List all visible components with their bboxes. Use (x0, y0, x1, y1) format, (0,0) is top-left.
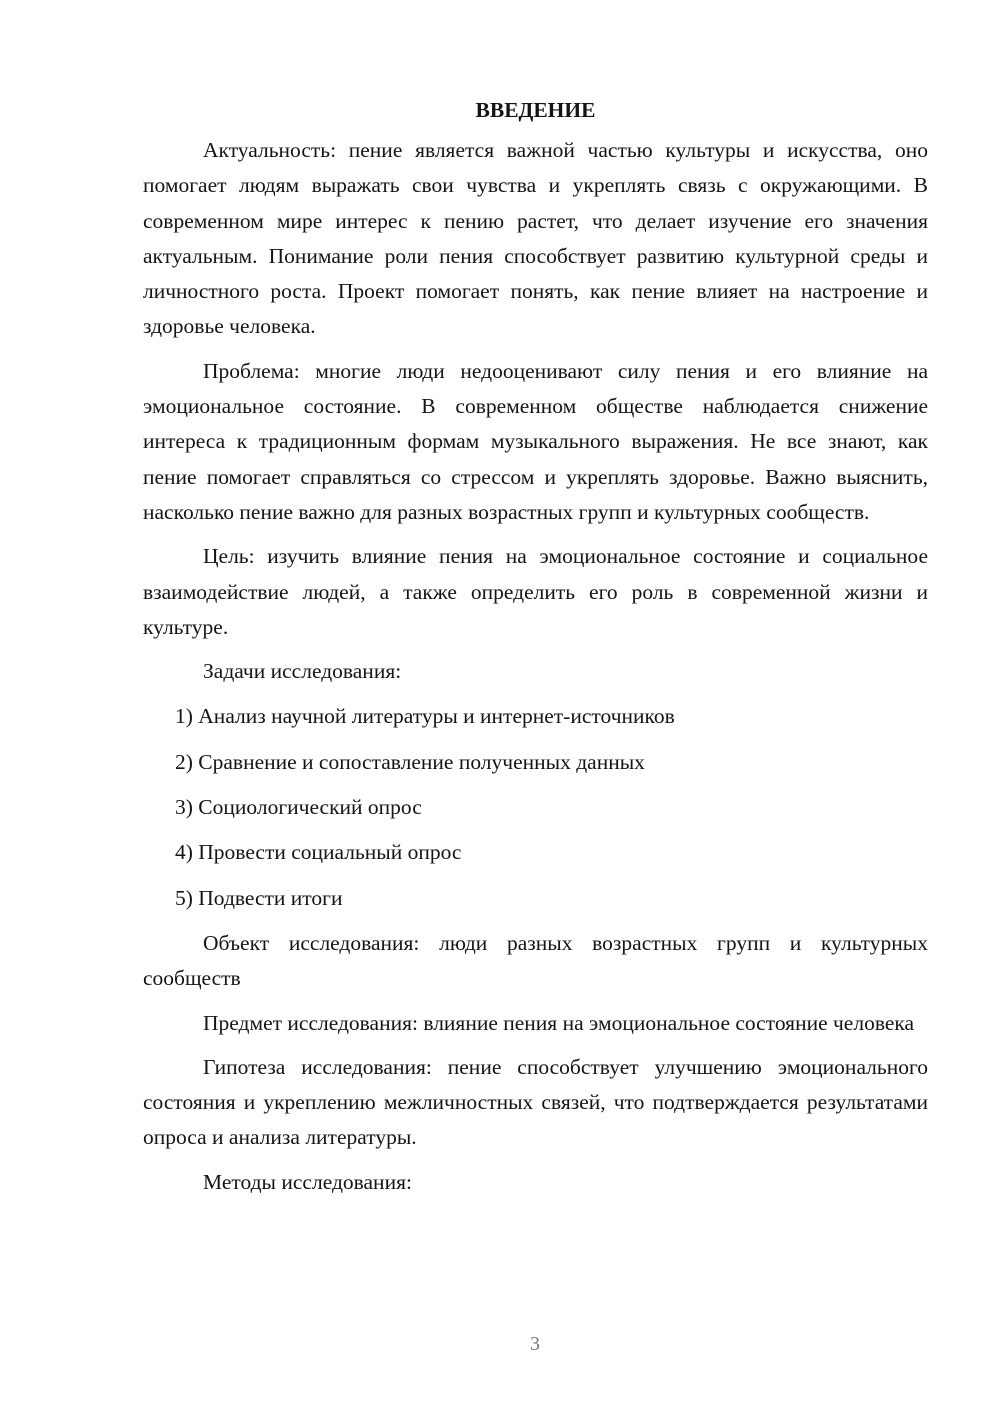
problem-paragraph: Проблема: многие люди недооценивают силу пения и его влияние на эмоциональное состояние. В современном обществе наблюдается снижение интереса к традиционным формам музыкального выражения. Не все знают, как пение помогает справляться со стрессом и укреплять здоровье. Важно выяснить, насколько пение важно для разных возрастных групп и культурных сообществ. (143, 358, 928, 524)
task-item: 5) Подвести итоги (175, 885, 343, 910)
hypothesis-paragraph: Гипотеза исследования: пение способствует улучшению эмоционального состояния и укреплению межличностных связей, что подтверждается результатами опроса и анализа литературы. (143, 1054, 928, 1150)
object-paragraph: Объект исследования: люди разных возрастных групп и культурных сообществ (143, 930, 928, 991)
subject-paragraph: Предмет исследования: влияние пения на эмоциональное состояние человека (203, 1010, 915, 1035)
page-number: 3 (530, 1333, 540, 1355)
tasks-heading: Задачи исследования: (203, 659, 402, 684)
methods-heading: Методы исследования: (203, 1169, 412, 1194)
document-page (143, 95, 928, 1210)
task-item: 1) Анализ научной литературы и интернет-источников (175, 704, 675, 729)
task-item: 4) Провести социальный опрос (175, 840, 462, 865)
tasks-list (143, 699, 928, 915)
task-item: 2) Сравнение и сопоставление полученных данных (175, 749, 645, 774)
task-item: 3) Социологический опрос (175, 795, 422, 820)
relevance-paragraph: Актуальность: пение является важной частью культуры и искусства, оно помогает людям выражать свои чувства и укреплять связь с окружающими. В современном мире интерес к пению растет, что делает изучение его значения актуальным. Понимание роли пения способствует развитию культурной среды и личностного роста. Проект помогает понять, как пение влияет на настроение и здоровье человека. (143, 138, 928, 339)
goal-paragraph: Цель: изучить влияние пения на эмоциональное состояние и социальное взаимодействие людей, а также определить его роль в современной жизни и культуре. (143, 544, 928, 639)
section-heading: ВВЕДЕНИЕ (475, 98, 596, 122)
